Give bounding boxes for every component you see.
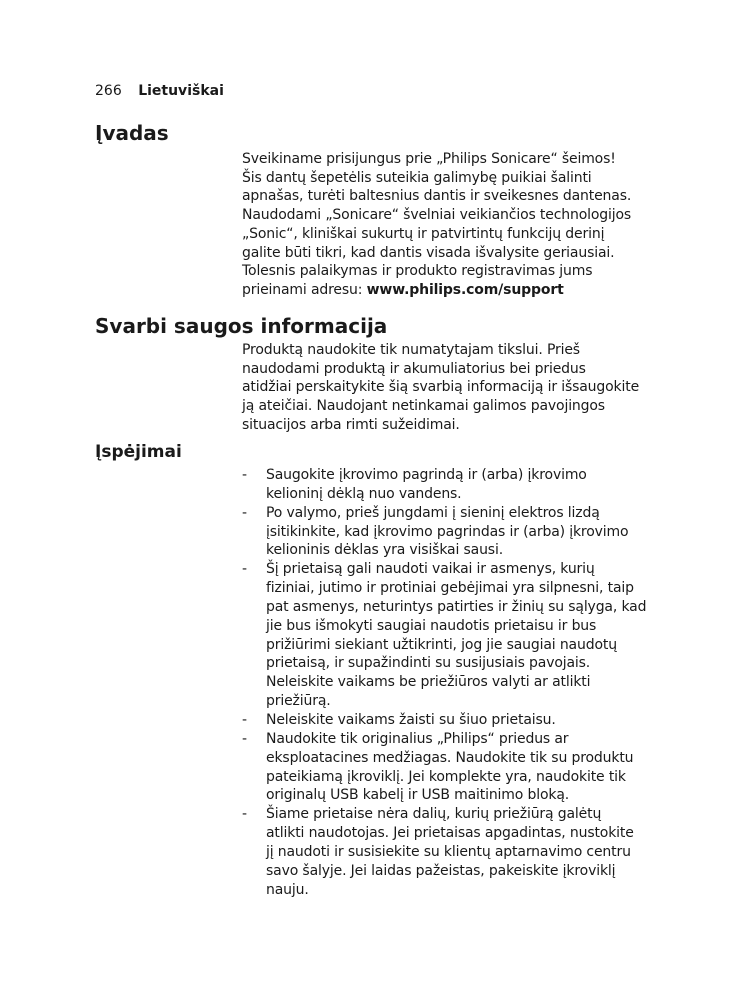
- intro-line: galite būti tikri, kad dantis visada išvalysite geriausiai.: [242, 244, 615, 261]
- intro-heading: Įvadas: [95, 121, 169, 145]
- warning-line: Naudokite tik originalius „Philips“ priedus ar: [266, 730, 569, 747]
- warning-item: [242, 466, 642, 504]
- warning-line: Po valymo, prieš jungdami į sieninį elektros lizdą: [266, 504, 600, 521]
- warning-item: [242, 805, 642, 899]
- intro-line: „Sonic“, kliniškai sukurtų ir patvirtintų funkcijų derinį: [242, 225, 605, 242]
- intro-line-last: [242, 281, 642, 300]
- safety-line: naudodami produktą ir akumuliatorius bei priedus: [242, 360, 586, 377]
- warning-line: Saugokite įkrovimo pagrindą ir (arba) įkrovimo: [266, 467, 587, 483]
- intro-line: Šis dantų šepetėlis suteikia galimybę puikiai šalinti: [242, 169, 592, 186]
- bullet-dash: -: [242, 711, 248, 728]
- warning-line: savo šalyje. Jei laidas pažeistas, pakeiskite įkroviklį: [266, 862, 616, 879]
- page-number: 266: [95, 83, 122, 99]
- safety-line: situacijos arba rimti sužeidimai.: [242, 416, 460, 433]
- intro-line: Sveikiname prisijungus prie „Philips Sonicare“ šeimos!: [242, 151, 616, 167]
- bullet-dash: -: [242, 561, 248, 578]
- warnings-list: [242, 466, 647, 899]
- bullet-dash: -: [242, 806, 248, 823]
- warning-line: priežiūrą.: [266, 693, 331, 710]
- warning-line: įsitikinkite, kad įkrovimo pagrindas ir (arba) įkrovimo: [266, 523, 629, 540]
- safety-line: Produktą naudokite tik numatytajam tikslui. Prieš: [242, 342, 580, 358]
- running-header: [95, 83, 224, 99]
- intro-paragraph: [242, 150, 642, 300]
- safety-heading: Svarbi saugos informacija: [95, 314, 388, 338]
- bullet-dash: -: [242, 504, 248, 521]
- warning-line: nauju.: [266, 881, 309, 898]
- warning-line: Šiame prietaise nėra dalių, kurių priežiūrą galėtų: [266, 806, 602, 823]
- intro-url-prefix: prieinami adresu:: [242, 281, 367, 298]
- warning-line: kelioninis dėklas yra visiškai sausi.: [266, 542, 503, 559]
- bullet-dash: -: [242, 467, 248, 483]
- warning-line: pat asmenys, neturintys patirties ir žinių su sąlyga, kad: [266, 598, 647, 615]
- support-url: www.philips.com/support: [366, 281, 564, 298]
- warning-line: fiziniai, jutimo ir protiniai gebėjimai yra silpnesni, taip: [266, 580, 634, 597]
- safety-paragraph: [242, 341, 642, 435]
- safety-line: ją ateičiai. Naudojant netinkamai galimos pavojingos: [242, 398, 605, 415]
- bullet-dash: -: [242, 730, 248, 747]
- warning-line: jie bus išmokyti saugiai naudotis prietaisu ir bus: [266, 617, 597, 634]
- warning-line: Neleiskite vaikams žaisti su šiuo prietaisu.: [266, 711, 556, 728]
- warning-line: Šį prietaisą gali naudoti vaikai ir asmenys, kurių: [266, 561, 595, 578]
- safety-line: atidžiai perskaitykite šią svarbią informaciją ir išsaugokite: [242, 379, 640, 396]
- warning-line: Neleiskite vaikams be priežiūros valyti ar atlikti: [266, 674, 591, 691]
- warning-line: atlikti naudotojas. Jei prietaisas apgadintas, nustokite: [266, 825, 634, 842]
- warning-line: eksploatacines medžiagas. Naudokite tik su produktu: [266, 749, 634, 766]
- language-label: Lietuviškai: [138, 83, 224, 99]
- warning-line: originalų USB kabelį ir USB maitinimo bloką.: [266, 787, 570, 804]
- warning-item: [242, 504, 642, 561]
- warning-line: pateikiamą įkroviklį. Jei komplekte yra, naudokite tik: [266, 768, 626, 785]
- warning-item: [242, 711, 642, 730]
- warning-line: jį naudoti ir susisiekite su klientų aptarnavimo centru: [266, 843, 631, 860]
- intro-line: apnašas, turėti baltesnius dantis ir sveikesnes dantenas.: [242, 188, 632, 205]
- warning-line: prietaisą, ir supažindinti su susijusiais pavojais.: [266, 655, 591, 672]
- warnings-heading: Įspėjimai: [95, 442, 182, 462]
- intro-line: Naudodami „Sonicare“ švelniai veikiančios technologijos: [242, 207, 632, 224]
- warning-item: [242, 730, 642, 805]
- warning-line: kelioninį dėklą nuo vandens.: [266, 485, 462, 502]
- warning-item: [242, 560, 647, 711]
- intro-line: Tolesnis palaikymas ir produkto registravimas jums: [242, 263, 593, 280]
- warning-line: prižiūrimi siekiant užtikrinti, jog jie saugiai naudotų: [266, 636, 617, 653]
